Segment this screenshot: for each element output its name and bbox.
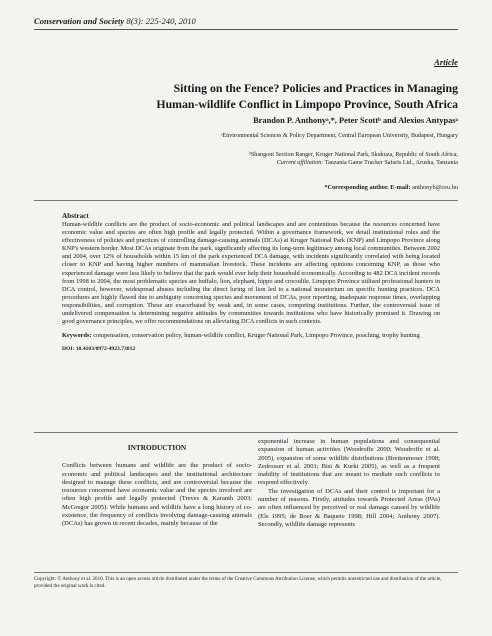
current-affiliation-text: Tanzania Game Tracker Safaris Ltd., Arusha, Tanzania: [323, 160, 458, 166]
abstract-section: [62, 212, 440, 352]
journal-volume: 8(3): 225-240, 2010: [124, 16, 196, 26]
journal-name: Conservation and Society: [34, 16, 125, 26]
abstract-heading: Abstract: [62, 212, 89, 220]
affiliation-b-line-1: ᵇShangoni Section Ranger, Kruger National Park, Skukuza, Republic of South Africa;: [249, 152, 458, 158]
header-rule: [34, 29, 458, 30]
corresponding-author: [324, 184, 458, 191]
corresponding-label: *Corresponding author. E-mail:: [324, 184, 411, 191]
keywords-text: compensation, conservation policy, human-wildlife conflict, Kruger National Park, Limpopo Province, poaching, trophy hunting: [91, 332, 420, 340]
journal-citation: [34, 16, 196, 26]
intro-paragraph-1: Conflicts between humans and wildlife are the product of socio-economic and political landscapes and the institutional architecture designed to manage these conflicts, and are controversial because the resources concerned have economic value and the species involved are often high profile and legally protected (Treves & Karanth 2003; McGregor 2005). While humans and wildlife have a long history of co-existence, the frequency of conflicts involving damage-causing animals (DCAs) has grown in recent decades, mainly because of the: [62, 462, 252, 528]
body-column-left: [62, 438, 252, 529]
affiliation-a: ᵃEnvironmental Sciences & Policy Department, Central European University, Budapest, Hungary: [220, 133, 458, 139]
article-type-label: Article: [434, 57, 458, 67]
affiliation-b-line-2: [78, 159, 458, 167]
affiliation-b: [78, 151, 458, 167]
footer-rule: [34, 572, 458, 573]
keywords: [62, 332, 440, 340]
title-line-1: Sitting on the Fence? Policies and Practices in Managing: [173, 81, 458, 95]
corresponding-email[interactable]: anthonyb@ceu.hu: [410, 184, 458, 191]
intro-paragraph-2: The investigation of DCAs and their control is important for a number of reasons. Firstly, attitudes towards Protected Areas (PAs) are often influenced by perceived or real damage caused by wildlife (Els 1995; de Boer & Baquete 1998; Hill 2004; Anthony 2007). Secondly, wildlife damage represents: [258, 487, 440, 528]
abstract-bottom-rule: [34, 432, 458, 433]
abstract-top-rule: [34, 200, 458, 201]
doi[interactable]: DOI: 10.4103/0972-4923.73812: [62, 346, 136, 353]
keywords-label: Keywords:: [62, 332, 92, 340]
current-affiliation-label: Current affiliation:: [276, 160, 324, 166]
author-list: Brandon P. Anthonyᵃ,*, Peter Scottᵇ and Alexios Antypasᵃ: [253, 116, 458, 125]
copyright-notice: Copyright: © Anthony et al. 2010. This is an open access article distributed under the terms of the Creative Commons Attribution License, which permits unrestricted use and distribution of the article, provided the original work is cited.: [34, 576, 442, 589]
title-line-2: Human-wildlife Conflict in Limpopo Province, South Africa: [156, 97, 458, 111]
abstract-text: Human-wildlife conflicts are the product of socio-economic and political landscapes and are contentious because the resources concerned have economic value and species are often high profile and legally protected. Within a governance framework, we detail institutional roles and the effectiveness of policies and practices of controlling damage-causing animals (DCAs) at Kruger National Park (KNP) and Limpopo Province along KNP's western border. Most DCAs originate from the park, significantly affecting its long-term legitimacy among local communities. Between 2002 and 2004, over 12% of households within 15 km of the park experienced DCA damage, with incidents significantly correlated with being located closer to KNP and having higher numbers of mammalian livestock. These incidents are affecting opinions concerning KNP, as those who experienced damage were less likely to believe that the park would ever help their household economically. According to 482 DCA incident records from 1998 to 2004, the most problematic species are buffalo, lion, elephant, hippo and crocodile. Limpopo Province utilised professional hunters in DCA control, however, widespread abuses including the direct luring of lion led to a national moratorium on specific hunting practices. DCA procedures are highly flawed due to ambiguity concerning species and movement of DCAs, poor reporting, inadequate response times, overlapping responsibilities, and corruption. These are exacerbated by weak and, in some cases, competing institutions. Further, the controversial issue of undelivered compensation is determining negative attitudes by communities towards institutions who have historically promised it. Drawing on good governance principles, we offer recommendations on alleviating DCA conflicts in such contexts.: [62, 221, 440, 326]
body-column-right: [258, 438, 440, 529]
intro-paragraph-1-cont: exponential increase in human populations and consequential expansion of human activities (Woodroffe 2000; Woodroffe et al. 2005), expansion of some wildlife distributions (Breitenmoser 1998; Zedrosser et al. 2001; Bisi & Kurki 2005), as well as a frequent inability of institutions that are meant to mediate such conflicts to respond effectively.: [258, 438, 440, 487]
article-title: [78, 80, 458, 112]
introduction-heading: INTRODUCTION: [127, 443, 187, 452]
